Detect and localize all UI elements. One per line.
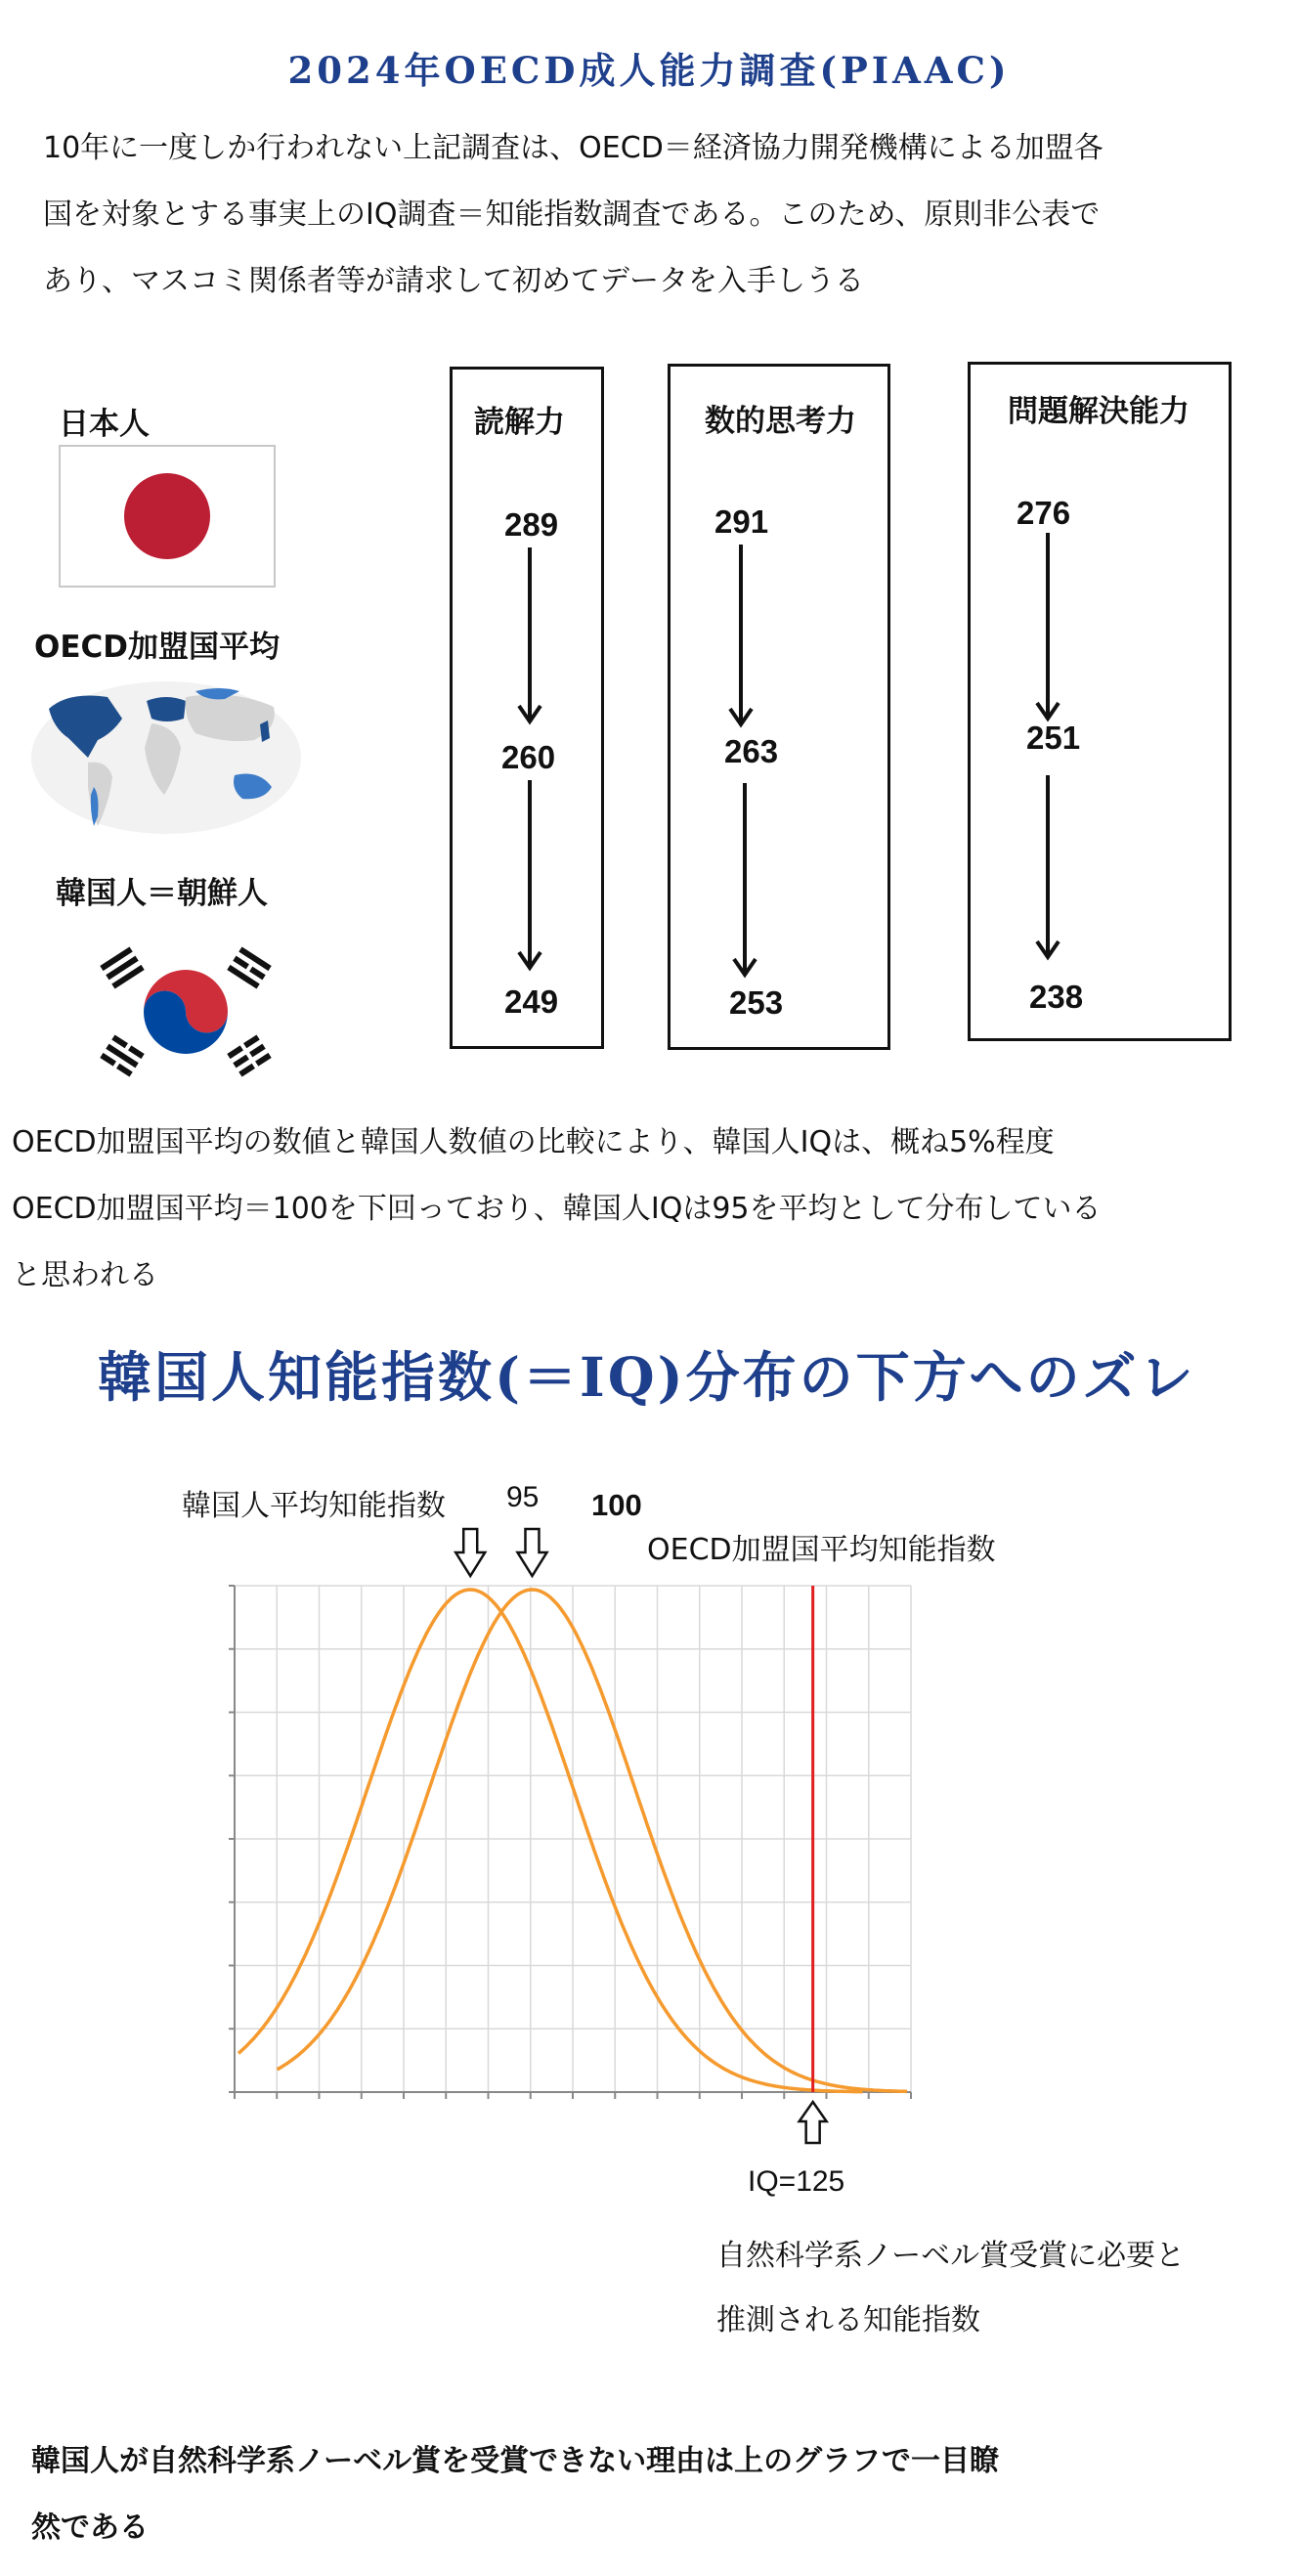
score-value: 251: [1026, 720, 1081, 756]
score-value: 276: [1017, 495, 1071, 531]
threshold-desc-line: 推測される知能指数: [716, 2303, 980, 2337]
japan-flag-icon: [59, 445, 276, 588]
score-value: 238: [1029, 979, 1084, 1015]
chart-title: 韓国人知能指数(＝IQ)分布の下方へのズレ: [98, 1345, 1196, 1409]
conclusion-paragraph: [31, 2428, 999, 2561]
threshold-description: [716, 2224, 1185, 2353]
up-arrow-icon: [800, 2102, 827, 2143]
score-value: 263: [724, 733, 779, 769]
intro-line: あり、マスコミ関係者等が請求して初めてデータを入手しうる: [43, 264, 864, 298]
analysis-line: OECD加盟国平均の数値と韓国人数値の比較により、韓国人IQは、概ね5%程度: [12, 1125, 1055, 1159]
korea-label: 韓国人＝朝鮮人: [56, 876, 268, 911]
analysis-line: OECD加盟国平均＝100を下回っており、韓国人IQは95を平均として分布している: [12, 1192, 1102, 1226]
column-header: 読解力: [474, 405, 565, 440]
korea-mean-label: 韓国人平均知能指数: [182, 1489, 446, 1523]
score-box-problem-solving: [968, 362, 1232, 1041]
page-title: 2024年OECD成人能力調査(PIAAC): [287, 49, 1011, 92]
score-value: 253: [729, 984, 784, 1021]
analysis-line: と思われる: [12, 1258, 158, 1292]
oecd-mean-label: OECD加盟国平均知能指数: [647, 1533, 996, 1567]
trend-arrows: [453, 370, 601, 1046]
trend-arrows: [971, 365, 1229, 1038]
intro-line: 国を対象とする事実上のIQ調査＝知能指数調査である。このため、原則非公表で: [43, 197, 1101, 232]
oecd-mean-value: 100: [591, 1488, 642, 1522]
down-arrow-icon: [517, 1529, 546, 1576]
down-arrow-icon: [455, 1529, 485, 1576]
iq-distribution-chart: [0, 1525, 1298, 2151]
score-value: 249: [504, 983, 559, 1020]
column-header: 数的思考力: [705, 404, 856, 439]
score-value: 289: [504, 506, 559, 543]
trend-arrows: [671, 367, 887, 1047]
conclusion-line: 然である: [31, 2511, 149, 2545]
score-box-reading: [450, 367, 604, 1049]
grid: [235, 1586, 911, 2092]
column-header: 問題解決能力: [1008, 394, 1190, 429]
japan-label: 日本人: [59, 407, 150, 442]
threshold-desc-line: 自然科学系ノーベル賞受賞に必要と: [716, 2239, 1186, 2273]
world-map-icon: [29, 679, 303, 836]
conclusion-line: 韓国人が自然科学系ノーベル賞を受賞できない理由は上のグラフで一目瞭: [31, 2444, 999, 2478]
analysis-paragraph: [12, 1110, 1102, 1309]
korea-mean-value: 95: [506, 1481, 540, 1513]
score-value: 291: [714, 503, 769, 540]
score-box-numeracy: [668, 364, 890, 1050]
korea-flag-icon: [93, 939, 279, 1085]
intro-paragraph: [43, 115, 1103, 315]
score-value: 260: [501, 739, 556, 775]
intro-line: 10年に一度しか行われない上記調査は、OECD＝経済協力開発機構による加盟各: [43, 131, 1103, 165]
oecd-label: OECD加盟国平均: [34, 630, 281, 665]
threshold-label: IQ=125: [748, 2165, 845, 2198]
